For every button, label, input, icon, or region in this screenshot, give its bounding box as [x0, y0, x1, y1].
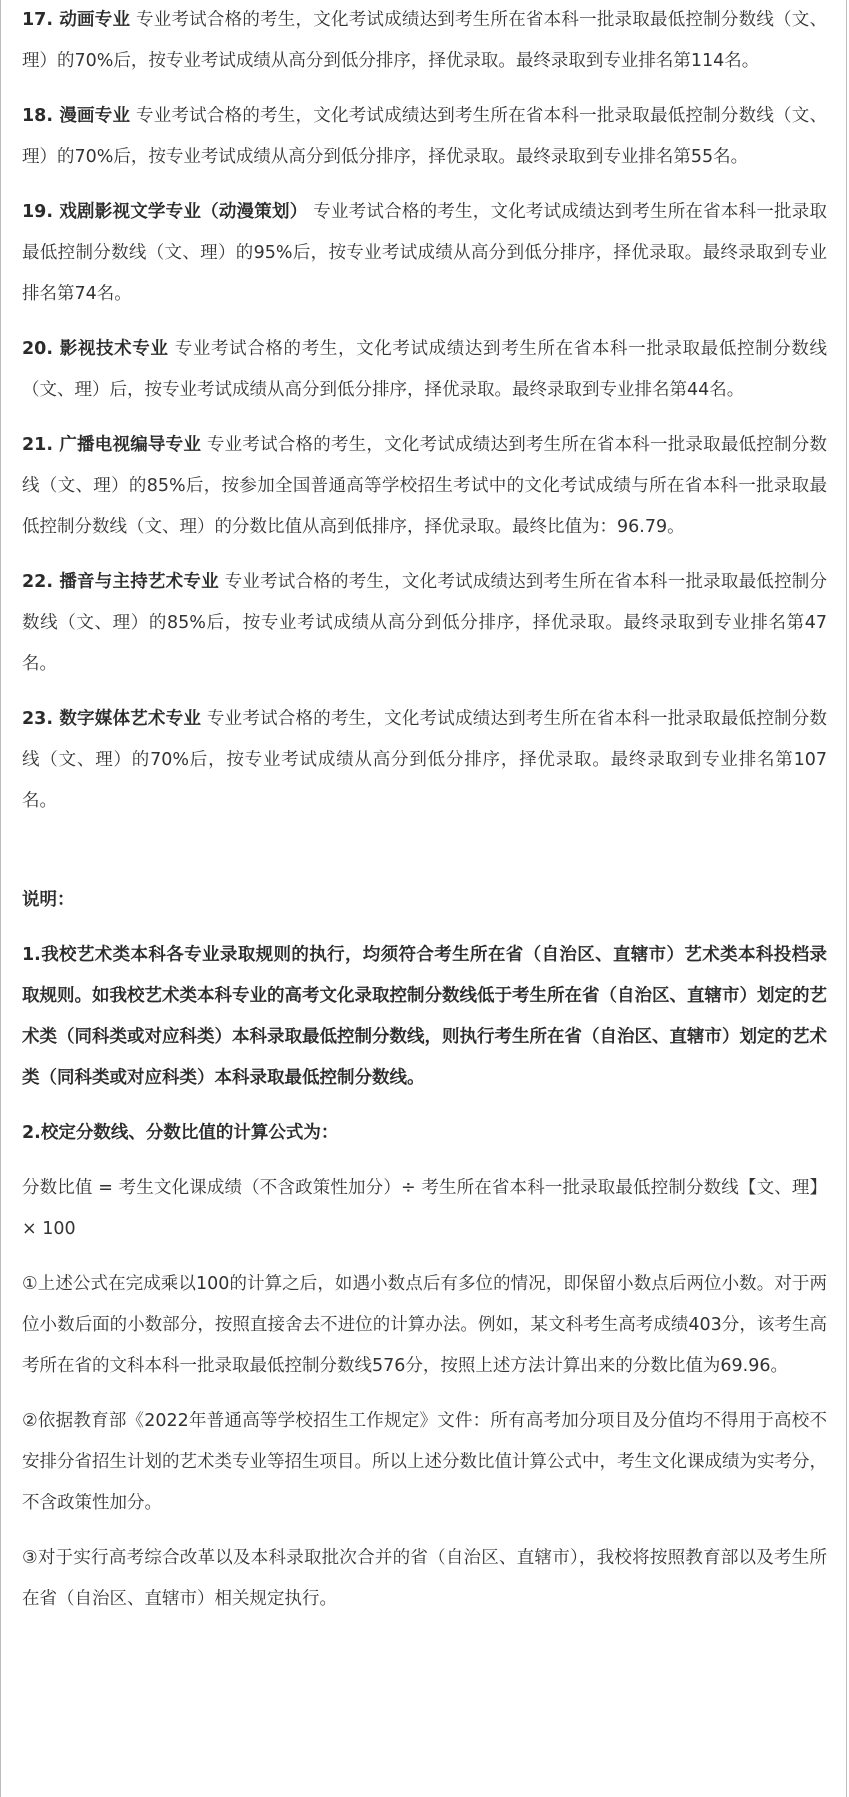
notes-item-3: ③对于实行高考综合改革以及本科录取批次合并的省（自治区、直辖市），我校将按照教育部以及考生所在省（自治区、直辖市）相关规定执行。 — [22, 1548, 827, 1609]
notes-heading: 说明： — [22, 890, 75, 910]
notes-rule-1: 1.我校艺术类本科各专业录取规则的执行，均须符合考生所在省（自治区、直辖市）艺术类本科投档录取规则。如我校艺术类本科专业的高考文化录取控制分数线低于考生所在省（自治区、直辖市）划定的艺术类（同科类或对应科类）本科录取最低控制分数线，则执行考生所在省（自治区、直辖市）划定的艺术类（同科类或对应科类）本科录取最低控制分数线。 — [22, 945, 827, 1088]
notes-rule-2-heading: 2.校定分数线、分数比值的计算公式为： — [22, 1123, 339, 1143]
major-text: 专业考试合格的考生，文化考试成绩达到考生所在省本科一批录取最低控制分数线（文、理）后，按专业考试成绩从高分到低分排序，择优录取。最终录取到专业排名第44名。 — [22, 339, 827, 400]
score-ratio-formula: 分数比值 = 考生文化课成绩（不含政策性加分）÷ 考生所在省本科一批录取最低控制分数线【文、理】× 100 — [22, 1178, 827, 1239]
major-item-comics — [22, 96, 827, 178]
major-text: 专业考试合格的考生，文化考试成绩达到考生所在省本科一批录取最低控制分数线（文、理）的95%后，按专业考试成绩从高分到低分排序，择优录取。最终录取到专业排名第74名。 — [22, 202, 828, 304]
major-title: 18. 漫画专业 — [22, 106, 131, 126]
notes-item-1: ①上述公式在完成乘以100的计算之后，如遇小数点后有多位的情况，即保留小数点后两位小数。对于两位小数后面的小数部分，按照直接舍去不进位的计算办法。例如，某文科考生高考成绩403分，该考生高考所在省的文科本科一批录取最低控制分数线576分，按照上述方法计算出来的分数比值为69.96。 — [22, 1274, 827, 1376]
major-title: 22. 播音与主持艺术专业 — [22, 572, 219, 592]
major-title: 17. 动画专业 — [22, 10, 131, 30]
major-title: 19. 戏剧影视文学专业（动漫策划） — [22, 202, 308, 222]
major-item-animation — [22, 0, 827, 82]
major-text: 专业考试合格的考生，文化考试成绩达到考生所在省本科一批录取最低控制分数线（文、理）的70%后，按专业考试成绩从高分到低分排序，择优录取。最终录取到专业排名第114名。 — [22, 10, 828, 71]
major-item-film-technology — [22, 329, 827, 411]
notes-item-2: ②依据教育部《2022年普通高等学校招生工作规定》文件：所有高考加分项目及分值均不得用于高校不安排分省招生计划的艺术类专业等招生项目。所以上述分数比值计算公式中，考生文化课成绩为实考分，不含政策性加分。 — [22, 1411, 827, 1513]
article-body — [22, 0, 827, 1620]
major-item-broadcast-directing — [22, 425, 827, 548]
major-title: 23. 数字媒体艺术专业 — [22, 709, 202, 729]
major-item-broadcasting-hosting — [22, 562, 827, 685]
major-text: 专业考试合格的考生，文化考试成绩达到考生所在省本科一批录取最低控制分数线（文、理）的85%后，按专业考试成绩从高分到低分排序，择优录取。最终录取到专业排名第47名。 — [22, 572, 828, 674]
major-text: 专业考试合格的考生，文化考试成绩达到考生所在省本科一批录取最低控制分数线（文、理）的70%后，按专业考试成绩从高分到低分排序，择优录取。最终录取到专业排名第107名。 — [22, 709, 827, 811]
major-item-digital-media-art — [22, 699, 827, 822]
major-title: 20. 影视技术专业 — [22, 339, 169, 359]
major-item-drama-film-literature — [22, 192, 827, 315]
major-title: 21. 广播电视编导专业 — [22, 435, 202, 455]
major-text: 专业考试合格的考生，文化考试成绩达到考生所在省本科一批录取最低控制分数线（文、理）的70%后，按专业考试成绩从高分到低分排序，择优录取。最终录取到专业排名第55名。 — [22, 106, 828, 167]
major-text: 专业考试合格的考生，文化考试成绩达到考生所在省本科一批录取最低控制分数线（文、理）的85%后，按参加全国普通高等学校招生考试中的文化考试成绩与所在省本科一批录取最低控制分数线（文、理）的分数比值从高到低排序，择优录取。最终比值为：96.79。 — [22, 435, 827, 537]
